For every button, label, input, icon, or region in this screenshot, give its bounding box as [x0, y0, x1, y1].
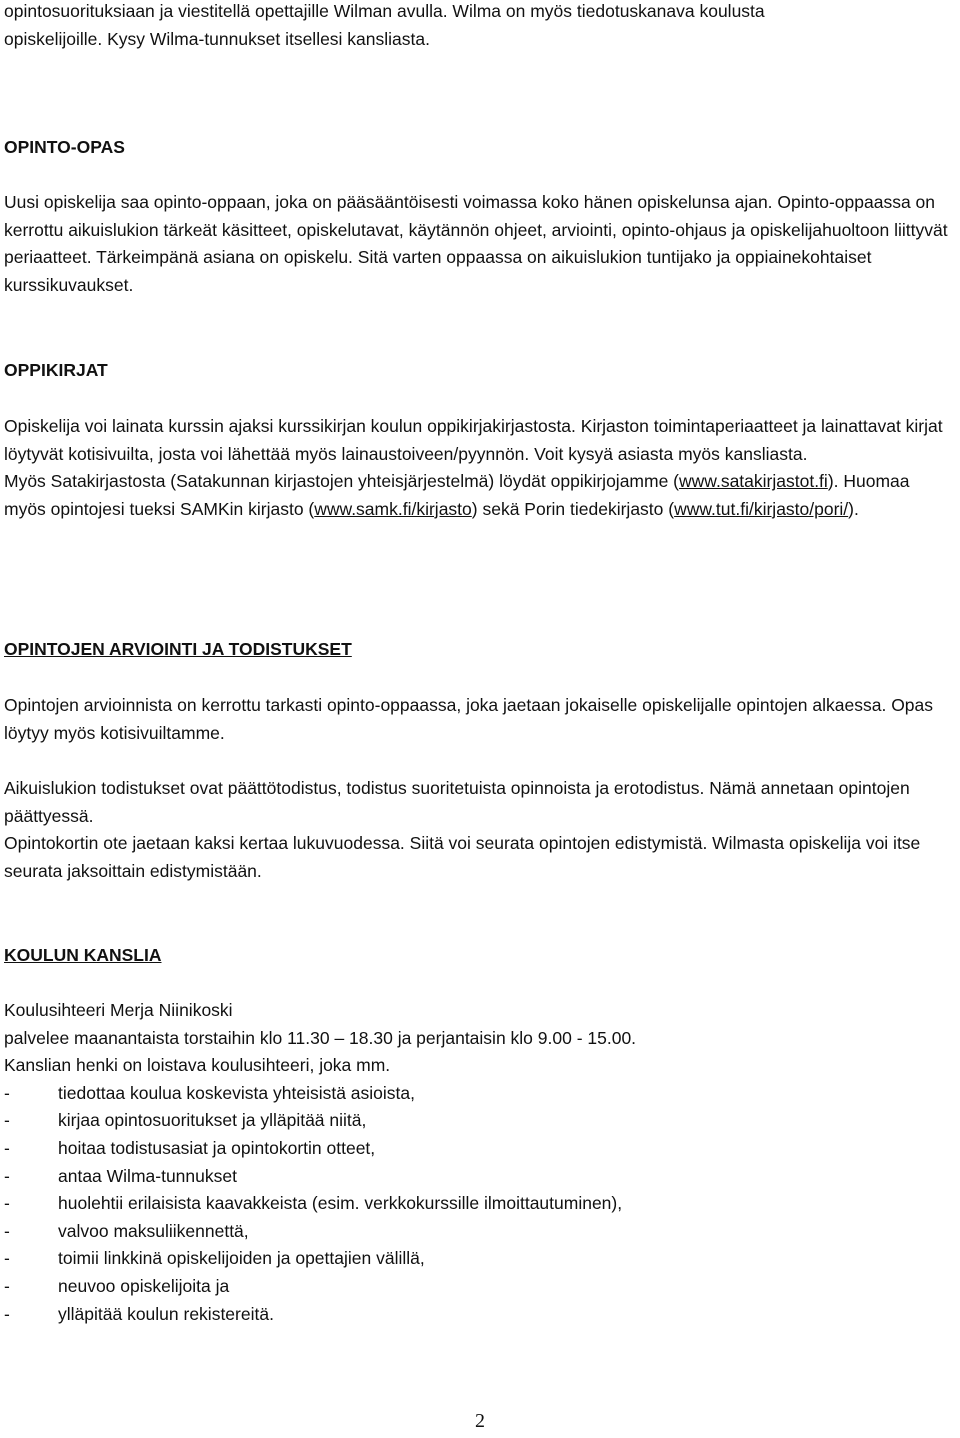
list-item: - kirjaa opintosuoritukset ja ylläpitää niitä,	[4, 1110, 367, 1131]
opinto-opas-paragraph: Uusi opiskelija saa opinto-oppaan, joka on pääsääntöisesti voimassa koko hänen opiskelunsa ajan. Opinto-oppaassa on kerrottu aikuislukion tärkeät käsitteet, opiskelutavat, käytännön ohjeet, arviointi, opinto-ohjaus ja opiskelijahuoltoon liittyvät periaatteet. Tärkeimpänä asiana on opiskelu. Sitä varten oppaassa on aikuislukion tuntijako ja oppiainekohtaiset kurssikuvaukset.	[4, 192, 948, 295]
section-heading-oppikirjat: OPPIKIRJAT	[4, 360, 108, 380]
intro-line-2: opiskelijoille. Kysy Wilma-tunnukset itsellesi kansliasta.	[4, 28, 430, 49]
kanslia-task-list	[4, 1080, 956, 1328]
arviointi-paragraph-3: Opintokortin ote jaetaan kaksi kertaa lukuvuodessa. Siitä voi seurata opintojen edistymistä. Wilmasta opiskelija voi itse seurata jaksoittain edistymistään.	[4, 833, 921, 881]
intro-paragraph	[4, 0, 956, 53]
list-item: - ylläpitää koulun rekistereitä.	[4, 1303, 274, 1324]
section-heading-opinto-opas: OPINTO-OPAS	[4, 137, 125, 157]
list-item: - neuvoo opiskelijoita ja	[4, 1275, 230, 1296]
arviointi-paragraph-1: Opintojen arvioinnista on kerrottu tarkasti opinto-oppaassa, joka jaetaan jokaiselle opiskelijalle opintojen alkaessa. Opas löytyy myös kotisivuiltamme.	[4, 695, 934, 743]
kanslia-line-2: palvelee maanantaista torstaihin klo 11.30 – 18.30 ja perjantaisin klo 9.00 - 15.00.	[4, 1027, 637, 1048]
oppikirjat-paragraph-2: Myös Satakirjastosta (Satakunnan kirjastojen yhteisjärjestelmä) löydät oppikirjojamme (www.satakirjastot.fi). Huomaa myös opintojesi tueksi SAMKin kirjasto (www.samk.fi/kirjasto) sekä Porin tiedekirjasto (www.tut.fi/kirjasto/pori/).	[4, 471, 910, 519]
list-item: - tiedottaa koulua koskevista yhteisistä asioista,	[4, 1082, 415, 1103]
list-item: - valvoo maksuliikennettä,	[4, 1220, 249, 1241]
link-samk-kirjasto[interactable]: www.samk.fi/kirjasto	[314, 498, 472, 519]
list-item: - hoitaa todistusasiat ja opintokortin otteet,	[4, 1137, 376, 1158]
arviointi-paragraph-2: Aikuislukion todistukset ovat päättötodistus, todistus suoritetuista opinnoista ja erotodistus. Nämä annetaan opintojen päättyessä.	[4, 778, 910, 826]
section-heading-kanslia: KOULUN KANSLIA	[4, 945, 162, 965]
list-item: - huolehtii erilaisista kaavakkeista (esim. verkkokurssille ilmoittautuminen),	[4, 1193, 623, 1214]
kanslia-line-3: Kanslian henki on loistava koulusihteeri, joka mm.	[4, 1055, 391, 1076]
link-tut-kirjasto[interactable]: www.tut.fi/kirjasto/pori/	[674, 498, 849, 519]
kanslia-line-1: Koulusihteeri Merja Niinikoski	[4, 1000, 233, 1020]
arviointi-content	[4, 775, 956, 885]
section-heading-arviointi: OPINTOJEN ARVIOINTI JA TODISTUKSET	[4, 639, 352, 659]
list-item: - antaa Wilma-tunnukset	[4, 1165, 237, 1186]
oppikirjat-content	[4, 413, 956, 523]
link-satakirjastot[interactable]: www.satakirjastot.fi	[679, 471, 828, 492]
oppikirjat-paragraph-1: Opiskelija voi lainata kurssin ajaksi kurssikirjan koulun oppikirjakirjastosta. Kirjaston toimintaperiaatteet ja lainattavat kirjat löytyvät kotisivuilta, josta voi lähettää myös lainaustoiveen/pyynnön. Voit kysyä asiasta myös kansliasta.	[4, 416, 943, 464]
intro-line-1: opintosuorituksiaan ja viestitellä opettajille Wilman avulla. Wilma on myös tiedotuskanava koulusta	[4, 1, 765, 21]
page-number: 2	[475, 1410, 485, 1432]
kanslia-content	[4, 997, 956, 1328]
list-item: - toimii linkkinä opiskelijoiden ja opettajien välillä,	[4, 1248, 425, 1269]
